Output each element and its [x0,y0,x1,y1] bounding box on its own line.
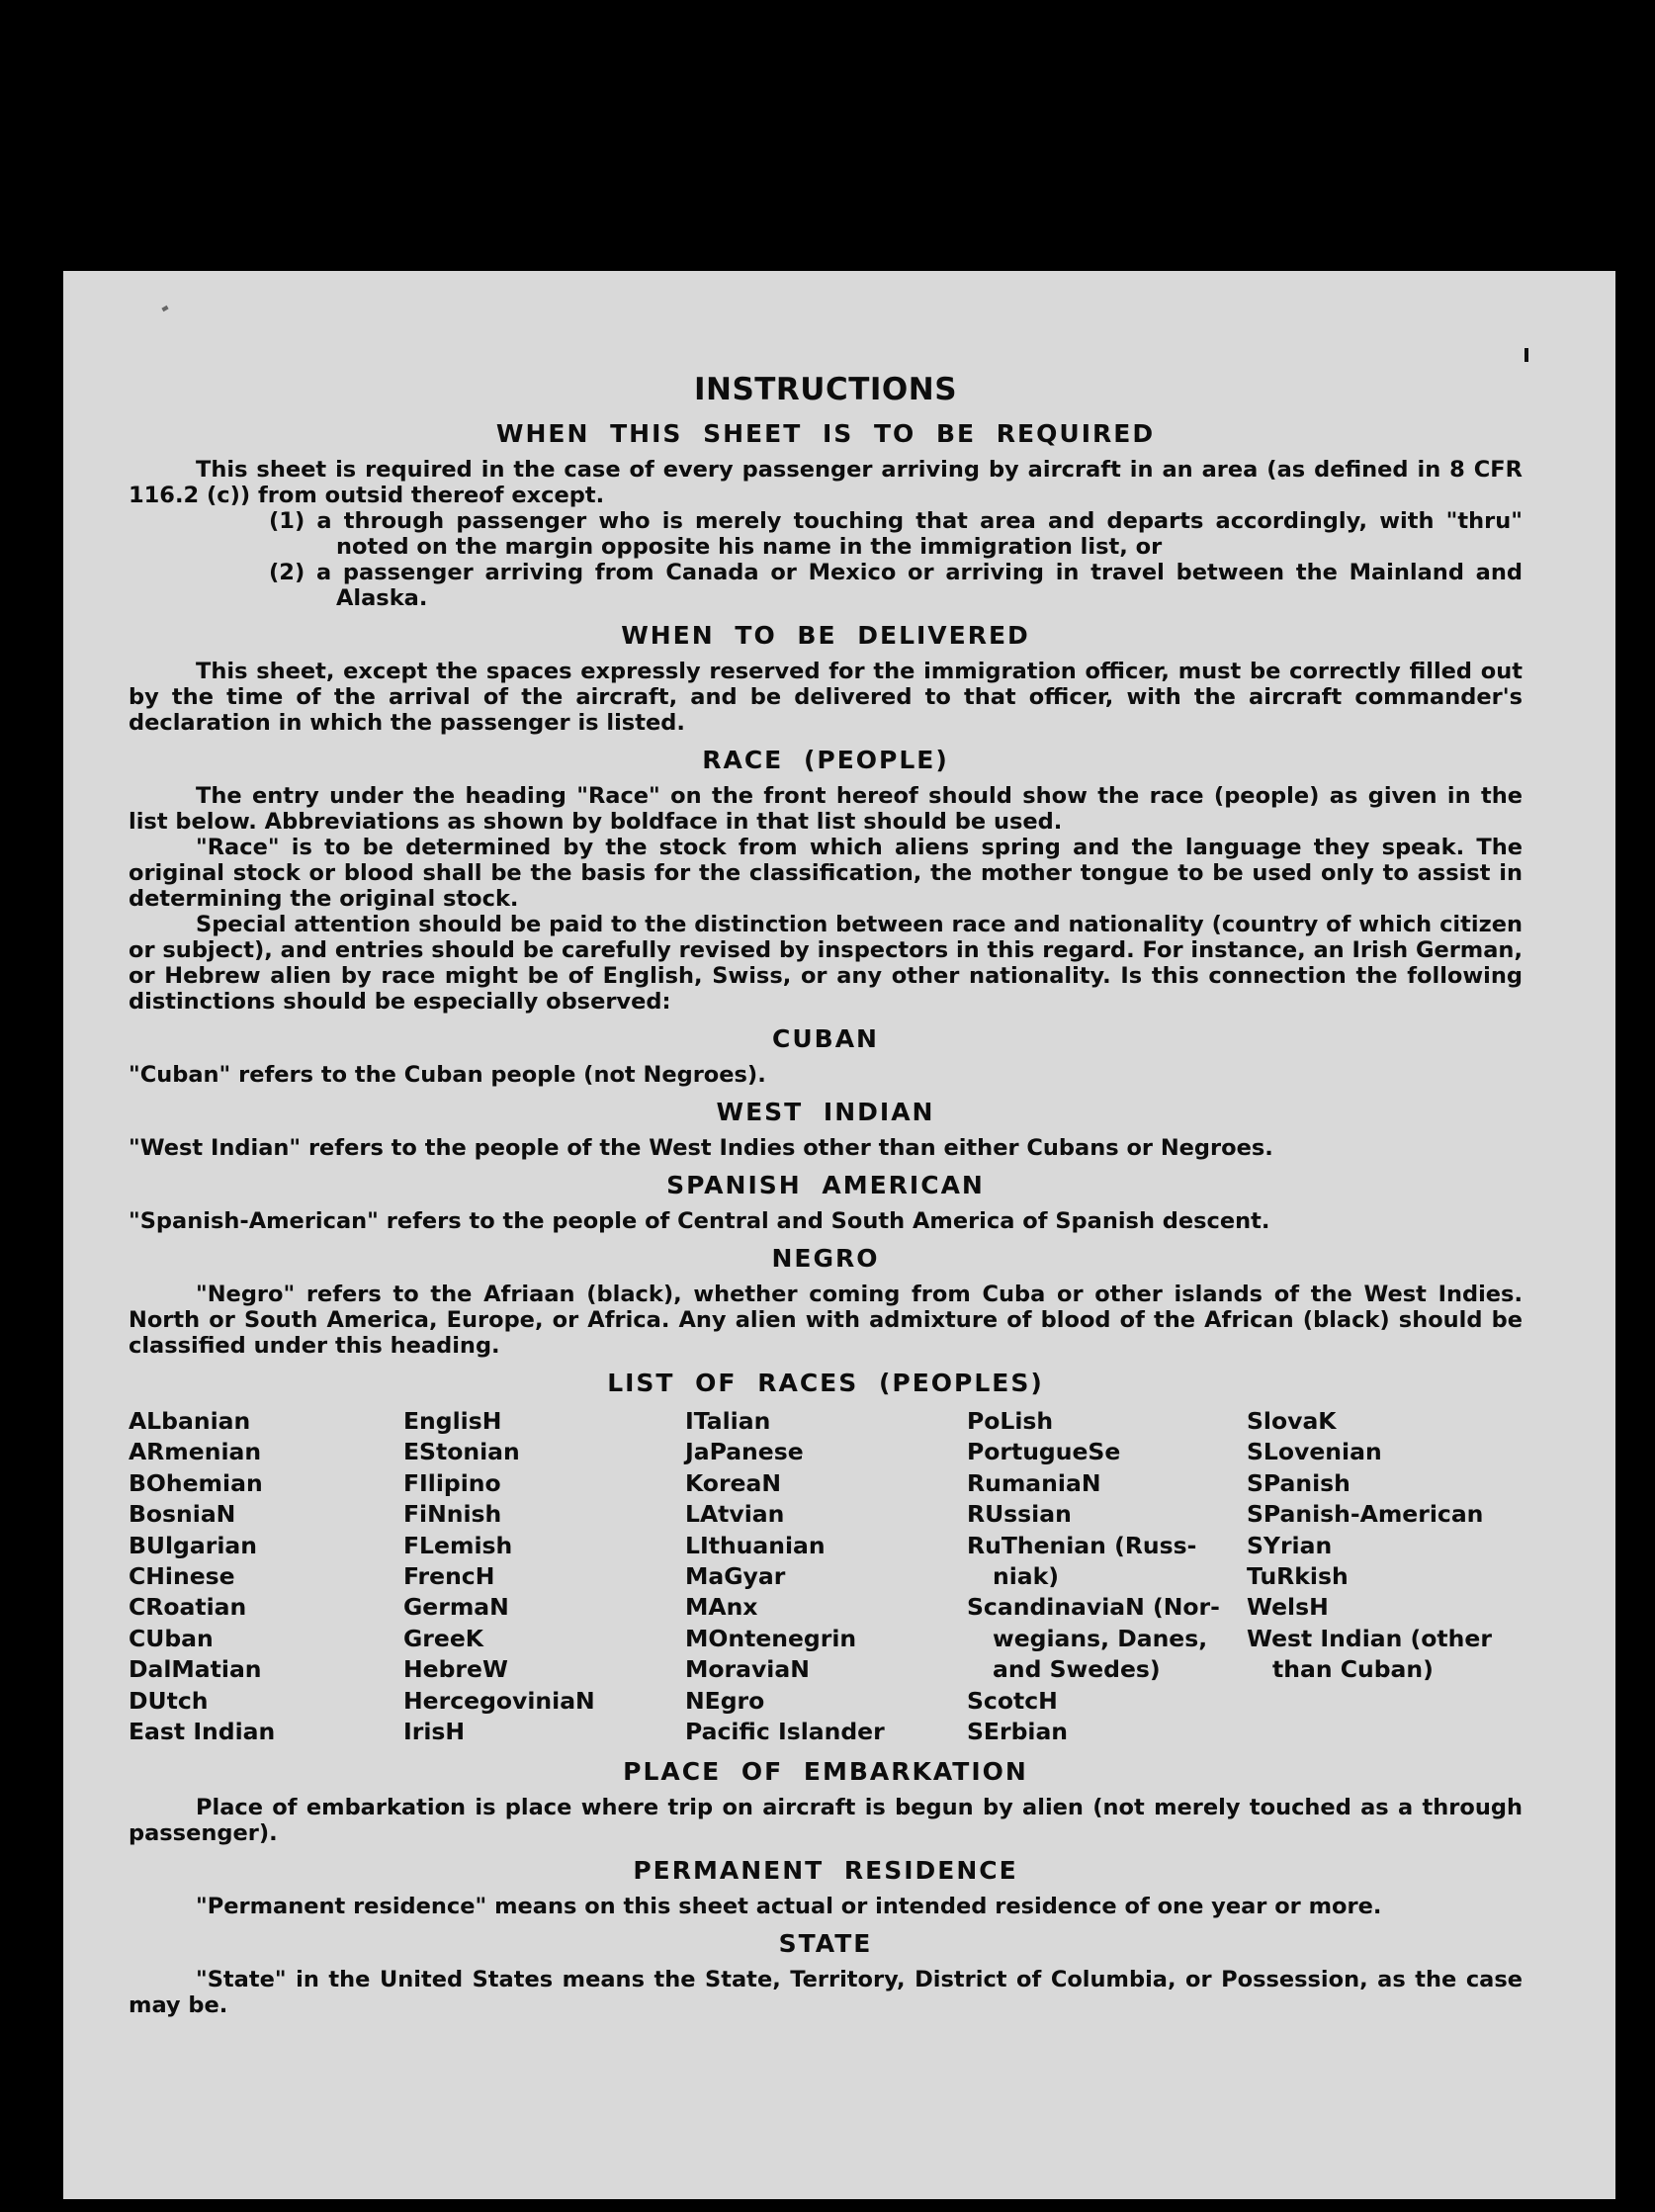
races-column-4 [967,1406,1247,1747]
heading-required: WHEN THIS SHEET IS TO BE REQUIRED [495,419,1156,448]
race-item: KoreaN [685,1468,781,1497]
races-column-1 [129,1406,403,1747]
state-text: "State" in the United States means the State, Territory, District of Columbia, or Possession, as the case may be. [129,1967,1523,2019]
negro-text: "Negro" refers to the Afriaan (black), whether coming from Cuba or other islands of the West Indies. North or South America, Europe, or Africa. Any alien with admixture of blood of the African (black) should be classified under this heading. [129,1282,1523,1359]
race-paragraph-3: Special attention should be paid to the distinction between race and nationality (country of which citizen or subject), and entries should be carefully revised by inspectors in this regard. For instance, an Irish German, or Hebrew alien by race might be of English, Swiss, or any other nationality. Is this connection the following distinctions should be especially observed: [129,912,1523,1015]
cuban-text: "Cuban" refers to the Cuban people (not Negroes). [129,1062,766,1088]
race-item: MoraviaN [685,1655,810,1684]
race-paragraph-2: "Race" is to be determined by the stock from which aliens spring and the language they speak. The original stock or blood shall be the basis for the classification, the mother tongue to be used only to assist in determining the original stock. [129,835,1523,912]
race-item: PortugueSe [967,1438,1121,1466]
race-item-continuation: niak) [993,1562,1060,1591]
race-item: LAtvian [685,1500,785,1529]
race-item: HebreW [403,1655,508,1684]
race-item: GreeK [403,1624,483,1652]
race-item: FrencH [403,1562,495,1591]
race-item: FiNnish [403,1500,502,1529]
required-item-2: (2) a passenger arriving from Canada or Mexico or arriving in travel between the Mainland and Alaska. [269,560,1523,611]
race-item: FLemish [403,1531,513,1559]
races-column-2 [403,1406,685,1747]
race-paragraph-1: The entry under the heading "Race" on the front hereof should show the race (people) as given in the list below. Abbreviations as shown by boldface in that list should be used. [129,783,1523,835]
heading-cuban: CUBAN [772,1024,879,1053]
required-item-1: (1) a through passenger who is merely touching that area and departs accordingly, with "thru" noted on the margin opposite his name in the immigration list, or [269,508,1523,560]
race-item: IrisH [403,1718,466,1746]
heading-permanent-residence: PERMANENT RESIDENCE [633,1856,1018,1886]
race-item: ScandinaviaN (Nor- [967,1593,1220,1622]
race-item: RuThenian (Russ- [967,1531,1197,1559]
race-item: FIlipino [403,1468,501,1497]
race-item: HercegoviniaN [403,1686,595,1715]
race-item: PoLish [967,1407,1054,1435]
race-item: CUban [129,1624,214,1652]
race-item: TuRkish [1247,1562,1349,1591]
race-item: SYrian [1247,1531,1333,1559]
permanent-residence-text: "Permanent residence" means on this sheet actual or intended residence of one year or more. [196,1894,1382,1920]
race-item: LIthuanian [685,1531,826,1559]
race-item: BUlgarian [129,1531,257,1559]
heading-list-of-races: LIST OF RACES (PEOPLES) [607,1369,1044,1397]
heading-delivered: WHEN TO BE DELIVERED [621,621,1030,650]
race-item: East Indian [129,1718,276,1746]
race-item: RUssian [967,1500,1072,1529]
races-column-3 [685,1406,967,1747]
race-item: DalMatian [129,1655,262,1684]
race-item: GermaN [403,1593,509,1622]
embarkation-text: Place of embarkation is place where trip on aircraft is begun by alien (not merely touched as a through passenger). [129,1795,1523,1847]
heading-embarkation: PLACE OF EMBARKATION [623,1757,1028,1787]
race-item: ScotcH [967,1686,1058,1715]
race-item: ALbanian [129,1407,251,1435]
heading-spanish-american: SPANISH AMERICAN [666,1171,985,1199]
race-item-continuation: wegians, Danes, [993,1624,1208,1652]
required-intro: This sheet is required in the case of every passenger arriving by aircraft in an area (as defined in 8 CFR 116.2 (c)) from outsid thereof except. [129,457,1523,508]
race-item: NEgro [685,1686,765,1715]
instructions-content [129,370,1523,2018]
race-item: RumaniaN [967,1468,1101,1497]
race-item: SlovaK [1247,1407,1337,1435]
race-item: EStonian [403,1438,520,1466]
document-page [63,271,1615,2199]
race-item: MaGyar [685,1562,786,1591]
race-item: CHinese [129,1562,235,1591]
race-item: JaPanese [685,1438,804,1466]
heading-negro: NEGRO [771,1244,880,1273]
race-item: SPanish [1247,1468,1350,1497]
page-title: INSTRUCTIONS [693,372,958,407]
heading-west-indian: WEST INDIAN [716,1098,935,1126]
race-item: CRoatian [129,1593,247,1622]
race-item: BosniaN [129,1500,236,1529]
edge-mark [1524,348,1528,362]
race-item: MOntenegrin [685,1624,857,1652]
race-item: BOhemian [129,1468,263,1497]
race-item: DUtch [129,1686,209,1715]
race-item: SPanish-American [1247,1500,1484,1529]
race-item: West Indian (other [1247,1624,1492,1652]
heading-race: RACE (PEOPLE) [702,746,949,774]
race-item: SErbian [967,1718,1069,1746]
race-item: MAnx [685,1593,758,1622]
race-item: ITalian [685,1407,771,1435]
race-item-continuation: and Swedes) [993,1655,1161,1684]
race-item: ARmenian [129,1438,262,1466]
heading-state: STATE [778,1929,873,1959]
race-item-continuation: than Cuban) [1272,1655,1434,1684]
race-item: EnglisH [403,1407,502,1435]
west-indian-text: "West Indian" refers to the people of the West Indies other than either Cubans or Negroes. [129,1135,1273,1161]
delivered-text: This sheet, except the spaces expressly reserved for the immigration officer, must be correctly filled out by the time of the arrival of the aircraft, and be delivered to that officer, with the aircraft commander's declaration in which the passenger is listed. [129,659,1523,736]
race-item: WelsH [1247,1593,1329,1622]
speck-mark [161,306,168,311]
races-column-5 [1247,1406,1514,1747]
race-item: Pacific Islander [685,1718,885,1746]
race-item: SLovenian [1247,1438,1382,1466]
spanish-american-text: "Spanish-American" refers to the people of Central and South America of Spanish descent. [129,1208,1270,1234]
races-list [129,1406,1523,1747]
